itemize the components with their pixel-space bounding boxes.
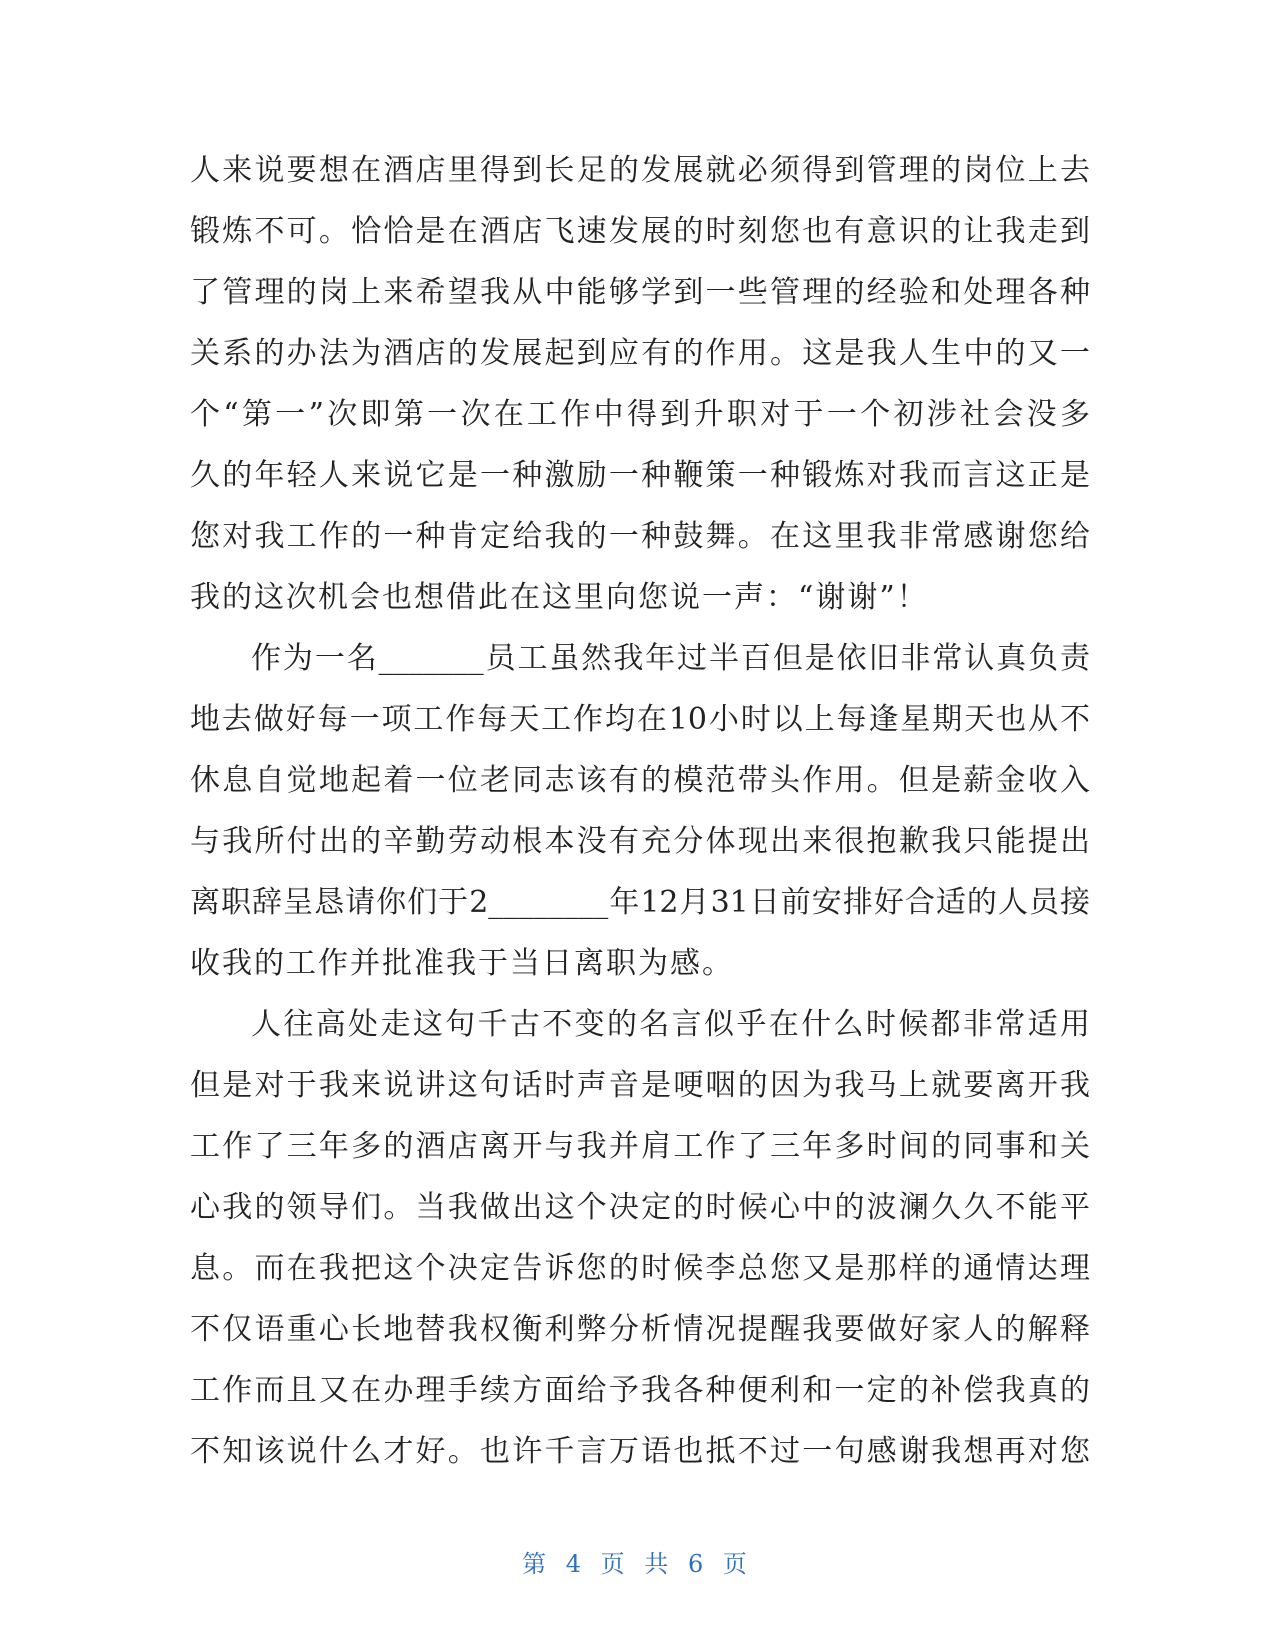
text-line: 但是对于我来说讲这句话时声音是哽咽的因为我马上就要离开我	[190, 1068, 1090, 1103]
text-line: 了管理的岗上来希望我从中能够学到一些管理的经验和处理各种	[190, 275, 1090, 310]
text-line: 作为一名_______员工虽然我年过半百但是依旧非常认真负责	[251, 641, 1090, 676]
text-line: 收我的工作并批准我于当日离职为感。	[190, 946, 734, 981]
text-line: 关系的办法为酒店的发展起到应有的作用。这是我人生中的又一	[190, 336, 1090, 371]
text-line: 心我的领导们。当我做出这个决定的时候心中的波澜久久不能平	[190, 1190, 1090, 1225]
text-line: 与我所付出的辛勤劳动根本没有充分体现出来很抱歉我只能提出	[190, 824, 1090, 859]
text-line: 息。而在我把这个决定告诉您的时候李总您又是那样的通情达理	[190, 1251, 1090, 1286]
text-line: 人来说要想在酒店里得到长足的发展就必须得到管理的岗位上去	[190, 153, 1090, 188]
text-line: 休息自觉地起着一位老同志该有的模范带头作用。但是薪金收入	[190, 763, 1090, 798]
text-line: 离职辞呈恳请你们于2________年12月31日前安排好合适的人员接	[190, 885, 1090, 920]
text-line: 我的这次机会也想借此在这里向您说一声：“谢谢”！	[190, 580, 929, 615]
text-line: 不知该说什么才好。也许千言万语也抵不过一句感谢我想再对您	[190, 1434, 1090, 1469]
text-line: 工作了三年多的酒店离开与我并肩工作了三年多时间的同事和关	[190, 1129, 1090, 1164]
text-line: 个“第一”次即第一次在工作中得到升职对于一个初涉社会没多	[190, 397, 1090, 432]
text-line: 地去做好每一项工作每天工作均在10小时以上每逢星期天也从不	[190, 702, 1090, 737]
text-line: 您对我工作的一种肯定给我的一种鼓舞。在这里我非常感谢您给	[190, 519, 1090, 554]
text-line: 久的年轻人来说它是一种激励一种鞭策一种锻炼对我而言这正是	[190, 458, 1090, 493]
text-line: 不仅语重心长地替我权衡利弊分析情况提醒我要做好家人的解释	[190, 1312, 1090, 1347]
text-line: 锻炼不可。恰恰是在酒店飞速发展的时刻您也有意识的让我走到	[190, 214, 1090, 249]
text-line: 工作而且又在办理手续方面给予我各种便利和一定的补偿我真的	[190, 1373, 1090, 1408]
document-body	[190, 140, 1090, 1482]
page-number-footer: 第 4 页 共 6 页	[522, 1550, 753, 1578]
text-line: 人往高处走这句千古不变的名言似乎在什么时候都非常适用	[251, 1007, 1090, 1042]
